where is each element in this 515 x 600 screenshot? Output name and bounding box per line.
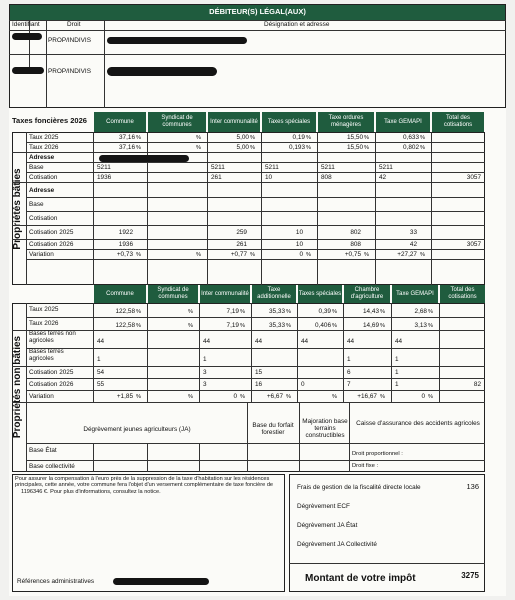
nb-var-pct-0: % xyxy=(136,394,141,400)
b-taux26-5: 0,802 xyxy=(403,144,419,151)
b-cot26-3: 10 xyxy=(295,241,303,248)
caisse-assurance-label: Caisse d'assurance des accidents agricoles xyxy=(356,420,480,427)
degrevement-ja-collectivite-label: Dégrèvement JA Collectivité xyxy=(297,541,377,548)
nb-taux-2026-label: Taux 2026 xyxy=(29,320,59,327)
nb-taux25-0: 122,58 xyxy=(115,308,135,315)
nb-cot26-5: 7 xyxy=(347,381,351,388)
col-intercommunalite: Inter communalité xyxy=(208,112,260,132)
b-taux25-0: 37,16 xyxy=(119,134,135,141)
nb-base-na-0: 44 xyxy=(97,338,105,345)
b-taux25-pct-4: % xyxy=(364,134,369,141)
nb-taux26-pct-6: % xyxy=(428,322,433,329)
b-taux26-0: 37,16 xyxy=(119,144,135,151)
compensation-notice: Pour assurer la compensation à l'euro près de la suppression de la taxe d'habitation sur les résidences principales, cette année, votre commune fera l'objet d'un versement complémentaire de taxe foncière de 1196346 €. Pour plus d'informations, consultez la notice. xyxy=(15,476,274,495)
b-base1-5: 5211 xyxy=(379,164,393,171)
baties-side-label: Propriétés bâties xyxy=(12,168,23,250)
taxes-title: Taxes foncières 2026 xyxy=(12,116,87,125)
nb-bases-non-agricoles-label: Bases terres non agricoles xyxy=(29,330,76,344)
b-taux25-3: 0,19 xyxy=(292,134,305,141)
b-taux25-5: 0,633 xyxy=(403,134,419,141)
col-designation: Désignation et adresse xyxy=(264,21,330,28)
b-var-pct-3: % xyxy=(306,252,311,258)
b-taux25-2: 5,00 xyxy=(236,134,249,141)
b-taux25-pct-0: % xyxy=(136,134,141,141)
nb-var-3: +6,67 xyxy=(266,393,283,400)
nb-var-pct-5: % xyxy=(380,394,385,400)
b-taux26-3: 0,193 xyxy=(289,144,305,151)
nb-cot25-5: 6 xyxy=(347,369,351,376)
nb-taux25-3: 35,33 xyxy=(269,308,285,315)
b-total-1: 3057 xyxy=(466,174,481,181)
degrevement-ecf-label: Dégrèvement ECF xyxy=(297,503,350,510)
redacted-designation-2 xyxy=(107,67,217,76)
montant-impot-value: 3275 xyxy=(461,571,479,580)
nb-taux26-0: 122,58 xyxy=(115,322,135,329)
nb-col-commune: Commune xyxy=(94,285,146,303)
base-etat-label: Base État xyxy=(29,447,57,454)
baties-taux-2025-label: Taux 2025 xyxy=(29,134,59,141)
b-cot26-0: 1936 xyxy=(118,241,133,248)
b-base1-2: 5211 xyxy=(211,164,225,171)
b-taux26-pct-1: % xyxy=(196,144,201,151)
nb-cot26-0: 55 xyxy=(97,381,105,388)
b-taux26-pct-2: % xyxy=(250,144,255,151)
nb-col-syndicat: Syndicat de communes xyxy=(148,285,198,303)
nb-var-pct-1: % xyxy=(188,394,193,400)
b-cot26-5: 42 xyxy=(409,241,417,248)
droit-proportionnel-label: Droit proportionnel : xyxy=(352,451,403,457)
nb-taux26-pct-4: % xyxy=(332,322,337,329)
b-var-pct-4: % xyxy=(364,252,369,258)
b-total-2: 3057 xyxy=(466,241,481,248)
baties-taux-2026-label: Taux 2026 xyxy=(29,144,59,151)
col-commune: Commune xyxy=(94,112,146,132)
redacted-designation-1 xyxy=(107,37,247,44)
nb-col-taxe-additionnelle: Taxe additionnelle xyxy=(252,285,296,303)
redacted-identifiant-2 xyxy=(12,67,44,74)
b-taux26-4: 15,50 xyxy=(347,144,363,151)
baties-adresse-label-1: Adresse xyxy=(29,154,55,161)
b-var-0: +0,73 xyxy=(116,251,133,258)
droit-row-1: PROP/INDIVIS xyxy=(48,37,91,44)
nb-taux25-pct-4: % xyxy=(332,308,337,315)
b-cot1-3: 10 xyxy=(265,174,273,181)
nb-var-2: 0 xyxy=(233,393,237,400)
b-taux26-pct-3: % xyxy=(306,144,311,151)
nb-taux26-3: 35,33 xyxy=(269,322,285,329)
nb-taux25-pct-0: % xyxy=(136,308,141,315)
nb-cot25-3: 15 xyxy=(255,369,263,376)
nb-taux26-4: 0,406 xyxy=(315,322,331,329)
col-syndicat: Syndicat de communes xyxy=(148,112,206,132)
b-base1-3: 5211 xyxy=(265,164,279,171)
nb-base-a-6: 1 xyxy=(395,356,399,363)
b-taux26-pct-5: % xyxy=(420,144,425,151)
col-total: Total des cotisations xyxy=(432,112,484,132)
nb-taux25-6: 2,68 xyxy=(414,308,427,315)
b-cot25-3: 10 xyxy=(295,229,303,236)
col-identifiant: Identifiant xyxy=(12,21,40,28)
b-base1-4: 5211 xyxy=(321,164,335,171)
b-taux25-pct-2: % xyxy=(250,134,255,141)
b-cot25-0: 1922 xyxy=(118,229,133,236)
nb-cot-2025-label: Cotisation 2025 xyxy=(29,369,74,376)
references-label: Références administratives xyxy=(17,578,95,585)
b-taux25-pct-1: % xyxy=(196,134,201,141)
base-collectivite-label: Base collectivité xyxy=(29,463,75,470)
nb-col-taxes-speciales: Taxes spéciales xyxy=(298,285,342,303)
nb-taux25-pct-3: % xyxy=(286,308,291,315)
b-var-pct-2: % xyxy=(250,252,255,258)
b-cot1-0: 1936 xyxy=(97,174,112,181)
nb-taux25-pct-1: % xyxy=(188,308,193,315)
redacted-references xyxy=(113,578,209,585)
col-ordures: Taxe ordures ménagères xyxy=(318,112,374,132)
baties-base-label-2: Base xyxy=(29,201,44,208)
nb-base-na-5: 44 xyxy=(347,338,355,345)
nb-taux26-pct-3: % xyxy=(286,322,291,329)
b-cot25-5: 33 xyxy=(409,229,417,236)
b-taux26-2: 5,00 xyxy=(236,144,249,151)
nb-var-0: +1,85 xyxy=(116,393,133,400)
degrevement-ja-etat-label: Dégrèvement JA État xyxy=(297,522,358,529)
nb-taux26-pct-2: % xyxy=(240,322,245,329)
nb-taux-2025-label: Taux 2025 xyxy=(29,306,59,313)
b-var-pct-0: % xyxy=(136,252,141,258)
tax-notice-page xyxy=(9,4,506,596)
redacted-identifiant-1 xyxy=(12,33,42,40)
nb-var-pct-2: % xyxy=(240,394,245,400)
b-taux25-pct-5: % xyxy=(420,134,425,141)
col-gemapi: Taxe GEMAPI xyxy=(376,112,430,132)
nb-cot26-6: 1 xyxy=(395,381,399,388)
nb-var-6: 0 xyxy=(421,393,425,400)
b-cot25-2: 259 xyxy=(236,229,247,236)
nb-taux26-5: 14,69 xyxy=(363,322,379,329)
baties-table xyxy=(12,132,485,285)
nb-var-pct-4: % xyxy=(332,394,337,400)
droit-fixe-label: Droit fixe : xyxy=(352,463,379,469)
nb-cot25-0: 54 xyxy=(97,369,105,376)
baties-base-label-1: Base xyxy=(29,164,44,171)
nb-variation-label: Variation xyxy=(29,393,54,400)
nb-taux25-pct-2: % xyxy=(240,308,245,315)
nb-taux26-pct-0: % xyxy=(136,322,141,329)
nb-var-pct-3: % xyxy=(286,394,291,400)
nb-base-na-6: 44 xyxy=(395,338,403,345)
nb-base-na-4: 44 xyxy=(301,338,309,345)
degrevement-ja-label: Dégrèvement jeunes agriculteurs (JA) xyxy=(83,426,191,433)
baties-adresse-label-2: Adresse xyxy=(29,187,55,194)
nb-col-total: Total des cotisations xyxy=(440,285,485,303)
b-taux25-pct-3: % xyxy=(306,134,311,141)
baties-cot-2025-label: Cotisation 2025 xyxy=(29,229,74,236)
b-var-2: +0,77 xyxy=(230,251,247,258)
nb-base-na-3: 44 xyxy=(255,338,263,345)
nb-cot26-4: 0 xyxy=(301,381,305,388)
b-var-pct-5: % xyxy=(420,252,425,258)
b-cot1-2: 261 xyxy=(211,174,222,181)
nb-base-a-0: 1 xyxy=(97,356,101,363)
b-var-pct-1: % xyxy=(196,252,201,258)
nb-taux26-6: 3,13 xyxy=(414,322,427,329)
b-taux26-pct-4: % xyxy=(364,144,369,151)
b-base1-0: 5211 xyxy=(97,164,111,171)
baties-cotisation-label-1: Cotisation xyxy=(29,174,58,181)
b-var-4: +0,75 xyxy=(344,251,361,258)
nb-base-a-2: 1 xyxy=(203,356,207,363)
frais-gestion-label: Frais de gestion de la fiscalité directe locale xyxy=(297,484,421,491)
baties-cot-2026-label: Cotisation 2026 xyxy=(29,241,74,248)
base-forfait-forestier-label: Base du forfait forestier xyxy=(252,422,294,436)
droit-row-2: PROP/INDIVIS xyxy=(48,68,91,75)
frais-gestion-value: 136 xyxy=(466,482,479,491)
b-taux25-4: 15,50 xyxy=(347,134,363,141)
majoration-label: Majoration base terrains constructibles xyxy=(302,418,348,439)
b-cot26-4: 808 xyxy=(350,241,361,248)
nb-var-pct-6: % xyxy=(428,394,433,400)
b-cot26-2: 261 xyxy=(236,241,247,248)
b-cot1-4: 808 xyxy=(321,174,332,181)
b-cot25-4: 802 xyxy=(350,229,361,236)
nb-cot-2026-label: Cotisation 2026 xyxy=(29,381,74,388)
nb-taux25-pct-5: % xyxy=(380,308,385,315)
nb-base-na-2: 44 xyxy=(203,338,211,345)
nb-taux25-pct-6: % xyxy=(428,308,433,315)
b-taux26-pct-0: % xyxy=(136,144,141,151)
nb-cot25-2: 3 xyxy=(203,369,207,376)
nb-base-a-5: 1 xyxy=(347,356,351,363)
col-droit: Droit xyxy=(67,21,81,28)
nb-taux25-4: 0,39 xyxy=(318,308,331,315)
b-var-3: 0 xyxy=(299,251,303,258)
nb-bases-agricoles-label: Bases terres agricoles xyxy=(29,348,64,362)
nb-cot26-3: 16 xyxy=(255,381,263,388)
nb-total: 82 xyxy=(473,381,481,388)
redacted-adresse-1 xyxy=(99,155,189,162)
nb-taux25-2: 7,19 xyxy=(226,308,239,315)
nb-col-gemapi: Taxe GEMAPI xyxy=(392,285,438,303)
debiteurs-title: DÉBITEUR(S) LÉGAL(AUX) xyxy=(10,5,505,20)
nb-taux26-pct-1: % xyxy=(188,322,193,329)
b-cot1-5: 42 xyxy=(379,174,387,181)
montant-impot-label: Montant de votre impôt xyxy=(305,573,416,584)
col-taxes-speciales: Taxes spéciales xyxy=(262,112,316,132)
non-baties-side-label: Propriétés non bâties xyxy=(12,335,23,439)
baties-cotisation-label-2: Cotisation xyxy=(29,215,58,222)
nb-cot25-6: 1 xyxy=(395,369,399,376)
nb-taux25-5: 14,43 xyxy=(363,308,379,315)
nb-taux26-2: 7,19 xyxy=(226,322,239,329)
nb-cot26-2: 3 xyxy=(203,381,207,388)
compensation-amount: 1196346 €. xyxy=(21,488,49,495)
nb-var-5: +16,67 xyxy=(357,393,377,400)
nb-col-intercommunalite: Inter communalité xyxy=(200,285,250,303)
nb-col-chambre: Chambre d'agriculture xyxy=(344,285,390,303)
b-var-5: +27,27 xyxy=(397,251,417,258)
nb-taux26-pct-5: % xyxy=(380,322,385,329)
baties-variation-label: Variation xyxy=(29,251,54,258)
